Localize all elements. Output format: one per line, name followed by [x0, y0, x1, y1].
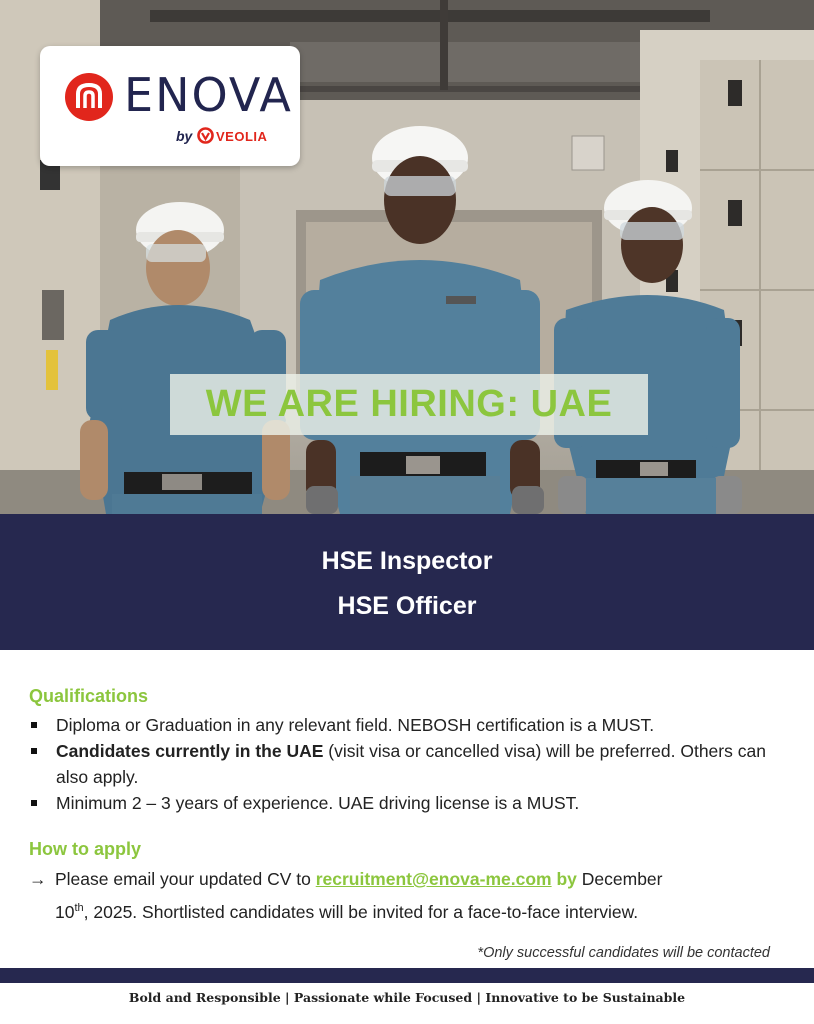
hiring-banner-text: WE ARE HIRING: UAE [205, 383, 613, 425]
bullet-square-icon [31, 800, 37, 806]
bullet-square-icon [31, 722, 37, 728]
brand-name: ENOVA [124, 68, 293, 122]
list-item: Candidates currently in the UAE (visit visa or cancelled visa) will be preferred. Others can also apply. [29, 738, 799, 790]
bullet-square-icon [31, 748, 37, 754]
brand-by: by [176, 128, 193, 144]
qualifications-list [29, 712, 799, 816]
positions-band [0, 514, 814, 650]
list-item: Diploma or Graduation in any relevant field. NEBOSH certification is a MUST. [29, 712, 799, 738]
parent-brand: VEOLIA [216, 129, 268, 144]
position-title: HSE Officer [337, 592, 477, 620]
email-link[interactable]: recruitment@enova-me.com [315, 869, 552, 889]
apply-instructions: → Please email your updated CV to recruitment@enova-me.com by December 10th, 2025. Shortlisted candidates will be invited for a face-to-face interview. [29, 865, 799, 927]
enova-logo [40, 46, 300, 166]
hiring-banner [170, 374, 648, 435]
apply-heading: How to apply [29, 839, 141, 859]
list-item: Minimum 2 – 3 years of experience. UAE driving license is a MUST. [29, 790, 799, 816]
enova-logo-icon [64, 72, 114, 122]
footer-bar [0, 968, 814, 983]
qualifications-heading: Qualifications [29, 686, 149, 706]
contact-note: *Only successful candidates will be contacted [477, 945, 770, 961]
arrow-right-icon: → [29, 869, 47, 889]
position-title: HSE Inspector [321, 547, 493, 575]
company-values-tagline: Bold and Responsible | Passionate while Focused | Innovative to be Sustainable [128, 990, 686, 1005]
veolia-logo-icon [197, 127, 214, 144]
